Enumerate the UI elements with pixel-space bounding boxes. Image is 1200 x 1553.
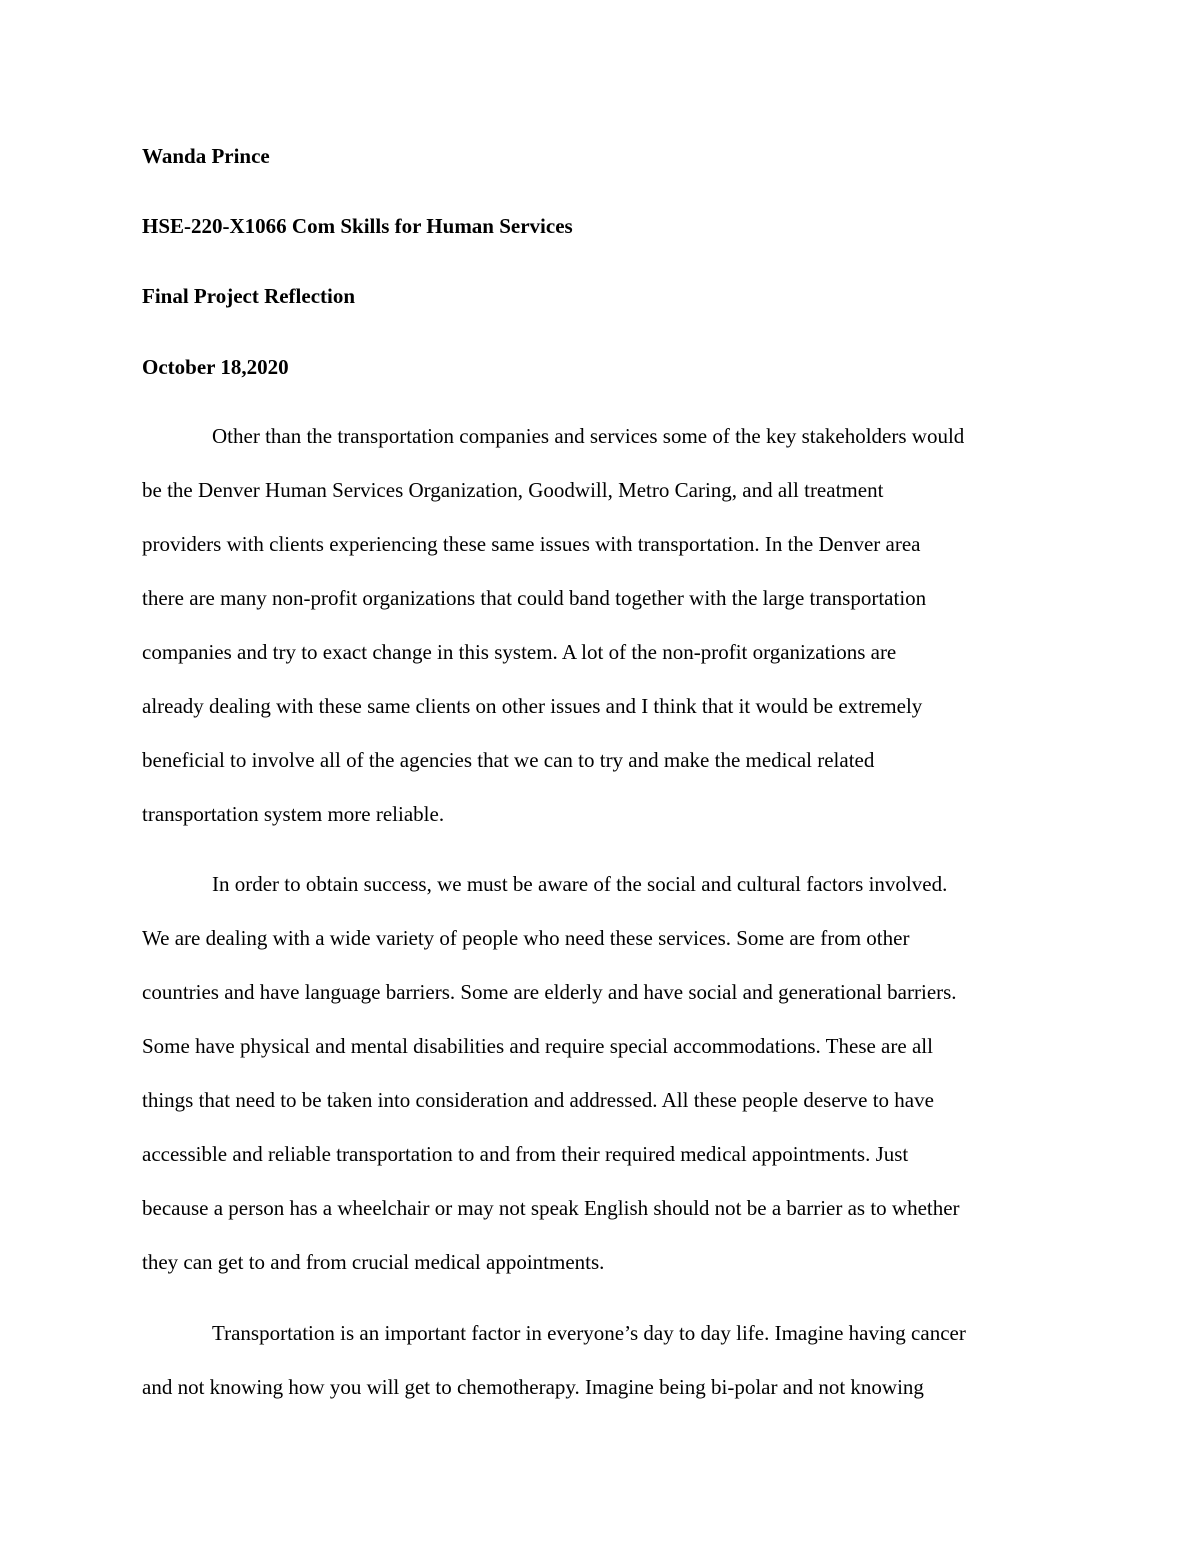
paragraph-3-line: and not knowing how you will get to chemotherapy. Imagine being bi-polar and not knowing xyxy=(142,1375,924,1399)
paragraph-2-line: countries and have language barriers. Some are elderly and have social and generational barriers. xyxy=(142,980,957,1004)
paragraph-1-line: transportation system more reliable. xyxy=(142,802,445,826)
paragraph-2-line: they can get to and from crucial medical appointments. xyxy=(142,1250,605,1274)
paragraph-1-line: providers with clients experiencing these same issues with transportation. In the Denver area xyxy=(142,532,921,556)
paragraph-3-line: Transportation is an important factor in everyone’s day to day life. Imagine having cancer xyxy=(212,1321,966,1345)
paragraph-2-line: We are dealing with a wide variety of people who need these services. Some are from other xyxy=(142,926,910,950)
paragraph-1-line: beneficial to involve all of the agencies that we can to try and make the medical related xyxy=(142,748,875,772)
course-title: HSE-220-X1066 Com Skills for Human Services xyxy=(142,214,573,238)
paragraph-2-line: Some have physical and mental disabilities and require special accommodations. These are all xyxy=(142,1034,933,1058)
paragraph-1-line: there are many non-profit organizations that could band together with the large transportation xyxy=(142,586,927,610)
author-name: Wanda Prince xyxy=(142,144,270,168)
document-date: October 18,2020 xyxy=(142,355,289,379)
paragraph-2-line: In order to obtain success, we must be aware of the social and cultural factors involved. xyxy=(212,872,948,896)
paragraph-2-line: because a person has a wheelchair or may not speak English should not be a barrier as to whether xyxy=(142,1196,960,1220)
paragraph-2-line: things that need to be taken into consideration and addressed. All these people deserve to have xyxy=(142,1088,934,1112)
paragraph-1-line: Other than the transportation companies and services some of the key stakeholders would xyxy=(212,424,965,448)
paragraph-1-line: be the Denver Human Services Organization, Goodwill, Metro Caring, and all treatment xyxy=(142,478,884,502)
paragraph-1-line: already dealing with these same clients on other issues and I think that it would be extremely xyxy=(142,694,923,718)
paragraph-2-line: accessible and reliable transportation to and from their required medical appointments. Just xyxy=(142,1142,909,1166)
assignment-title: Final Project Reflection xyxy=(142,284,356,308)
paragraph-1-line: companies and try to exact change in this system. A lot of the non-profit organizations are xyxy=(142,640,897,664)
